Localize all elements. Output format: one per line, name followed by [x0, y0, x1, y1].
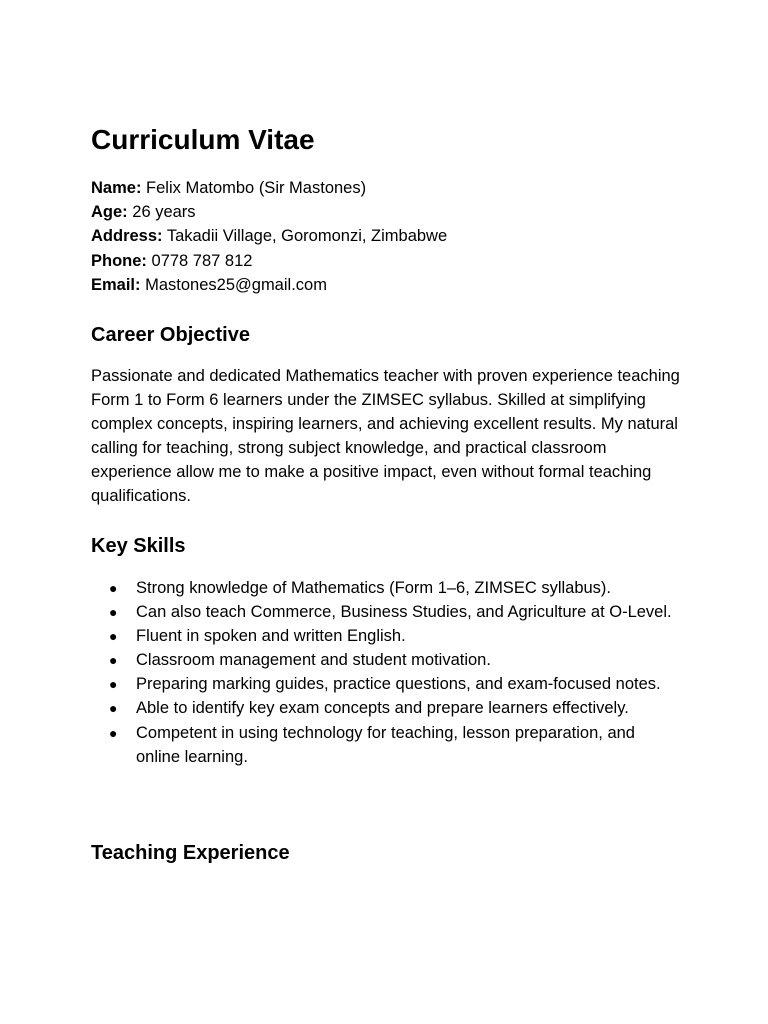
list-item-text: Classroom management and student motivation.	[136, 651, 491, 670]
list-item	[91, 576, 681, 600]
bullet-icon: ●	[109, 652, 118, 669]
info-row-email	[91, 273, 681, 297]
list-item-text: Can also teach Commerce, Business Studies, and Agriculture at O-Level.	[136, 603, 672, 622]
list-item	[91, 696, 681, 720]
list-item-text: Competent in using technology for teaching, lesson preparation, and online learning.	[136, 723, 635, 766]
info-label: Age:	[91, 203, 128, 222]
list-item-text: Able to identify key exam concepts and prepare learners effectively.	[136, 699, 629, 718]
info-row-address	[91, 224, 681, 248]
info-value: Takadii Village, Goromonzi, Zimbabwe	[166, 227, 448, 246]
career-objective-heading: Career Objective	[91, 324, 250, 346]
info-row-name	[91, 176, 681, 200]
list-item-text: Strong knowledge of Mathematics (Form 1–6, ZIMSEC syllabus).	[136, 579, 612, 597]
key-skills-heading: Key Skills	[91, 535, 186, 557]
info-row-age	[91, 200, 681, 224]
list-item	[91, 672, 681, 696]
info-value: Felix Matombo (Sir Mastones)	[146, 179, 367, 197]
list-item-text: Fluent in spoken and written English.	[136, 627, 406, 646]
list-item	[91, 600, 681, 624]
bullet-icon: ●	[109, 724, 118, 741]
info-label: Email:	[91, 275, 141, 294]
info-label: Phone:	[91, 251, 147, 270]
bullet-icon: ●	[109, 700, 118, 717]
list-item	[91, 648, 681, 672]
info-label: Name:	[91, 179, 142, 197]
bullet-icon: ●	[109, 676, 118, 693]
info-row-phone	[91, 249, 681, 273]
teaching-experience-heading: Teaching Experience	[91, 842, 290, 864]
list-item-text: Preparing marking guides, practice questions, and exam-focused notes.	[136, 675, 661, 694]
document-title: Curriculum Vitae	[91, 124, 315, 155]
list-item	[91, 721, 681, 769]
bullet-icon: ●	[109, 604, 118, 621]
career-objective-text: Passionate and dedicated Mathematics teacher with proven experience teaching Form 1 to Form 6 learners under the ZIMSEC syllabus. Skilled at simplifying complex concepts, inspiring learners, and achieving excellent results. My natural calling for teaching, strong subject knowledge, and practical classroom experience allow me to make a positive impact, even without formal teaching qualifications.	[91, 367, 680, 506]
personal-info	[91, 176, 681, 297]
list-item	[91, 624, 681, 648]
info-label: Address:	[91, 227, 163, 246]
bullet-icon: ●	[109, 580, 118, 596]
key-skills-list	[91, 576, 681, 769]
info-value: Mastones25@gmail.com	[145, 275, 327, 294]
bullet-icon: ●	[109, 628, 118, 645]
info-value: 26 years	[132, 203, 196, 222]
info-value: 0778 787 812	[151, 251, 253, 270]
